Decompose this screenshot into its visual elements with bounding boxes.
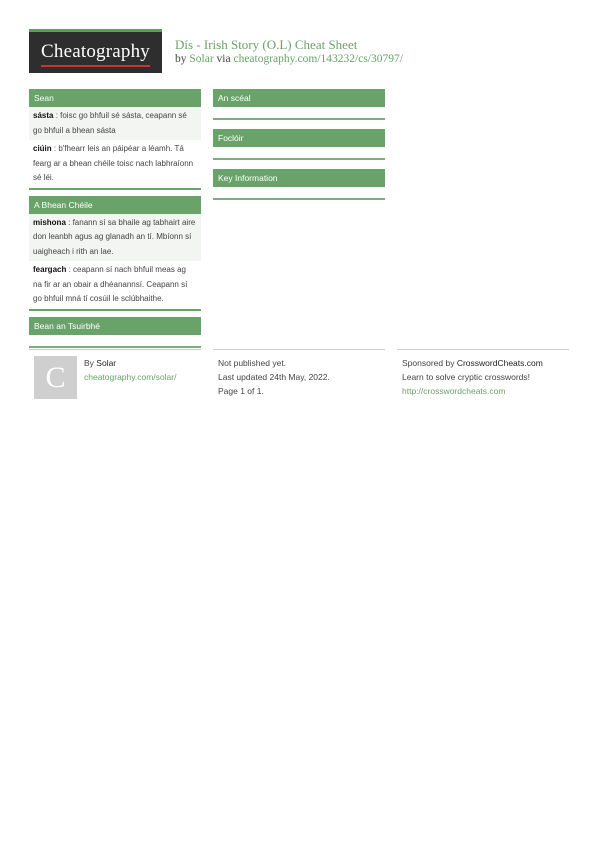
section-a-bhean-cheile: [29, 196, 201, 311]
section-bean-an-tsuirbhe: [29, 317, 201, 348]
section-body: [29, 107, 201, 190]
sponsored-label: Sponsored by: [402, 358, 455, 368]
list-item: [29, 261, 201, 309]
section-title: A Bhean Chéile: [29, 196, 201, 214]
footer-author: [29, 349, 201, 394]
section-title: Foclóir: [213, 129, 385, 147]
sponsor-name[interactable]: CrosswordCheats.com: [456, 358, 543, 368]
entry-text: : ceapann sí nach bhfuil meas ag na fir ar an obair a dhéanannsí. Ceapann sí go bhfuil mná tí cosúil le sclúbhaithe.: [33, 265, 188, 303]
by-label: By: [84, 358, 94, 368]
section-title: Sean: [29, 89, 201, 107]
section-body: [29, 214, 201, 311]
entry-term: ciúin: [33, 144, 52, 153]
section-body: [213, 107, 385, 120]
list-item: [29, 214, 201, 262]
by-label: by: [175, 53, 187, 65]
list-item: [29, 107, 201, 140]
sponsor-tagline: Learn to solve cryptic crosswords!: [402, 372, 531, 382]
avatar: C: [34, 356, 77, 399]
cheatography-logo[interactable]: [29, 29, 162, 73]
section-body: [213, 187, 385, 200]
section-focloir: [213, 129, 385, 160]
sheet-title: Dís - Irish Story (O.L) Cheat Sheet: [175, 37, 358, 52]
logo-text: Cheatography: [41, 41, 150, 62]
entry-text: : b'fhearr leis an páipéar a léamh. Tá fearg ar a bhean chéile toisc nach labhraíonn sé léi.: [33, 144, 194, 182]
sheet-url-link[interactable]: cheatography.com/143232/cs/30797/: [233, 53, 403, 65]
section-sean: [29, 89, 201, 190]
author-info: [84, 356, 176, 384]
footer-sponsor: [397, 349, 569, 396]
section-title: An scéal: [213, 89, 385, 107]
section-body: [29, 335, 201, 348]
column-1: [29, 89, 201, 354]
sponsor-link[interactable]: http://crosswordcheats.com: [402, 386, 506, 396]
last-updated: Last updated 24th May, 2022.: [218, 372, 330, 382]
entry-term: mishona: [33, 217, 66, 227]
author-link[interactable]: Solar: [189, 53, 214, 65]
logo-underline: [41, 65, 150, 67]
sponsor-text: [402, 356, 543, 398]
author-profile-link[interactable]: cheatography.com/solar/: [84, 372, 177, 382]
footer-author-name[interactable]: Solar: [96, 358, 117, 368]
entry-term: sásta: [33, 111, 54, 120]
published-status: Not published yet.: [218, 358, 287, 368]
footer-publish-info: [213, 349, 385, 396]
section-title: Bean an Tsuirbhé: [29, 317, 201, 335]
page-number: Page 1 of 1.: [218, 386, 264, 396]
section-key-information: [213, 169, 385, 200]
sheet-subtitle: [175, 53, 403, 65]
list-item: [29, 140, 201, 188]
section-an-sceal: [213, 89, 385, 120]
column-2: [213, 89, 385, 206]
via-label: via: [216, 53, 231, 65]
publish-text: [218, 356, 330, 398]
section-title: Key Information: [213, 169, 385, 187]
entry-text: : fanann sí sa bhaile ag tabhairt aire don leanbh agus ag glanadh an tí. Mbíonn sí uaigheach i rith an lae.: [33, 217, 196, 256]
section-body: [213, 147, 385, 160]
entry-text: : foisc go bhfuil sé sásta, ceapann sé go bhfuil a bhean sásta: [33, 111, 187, 135]
entry-term: feargach: [33, 265, 67, 274]
